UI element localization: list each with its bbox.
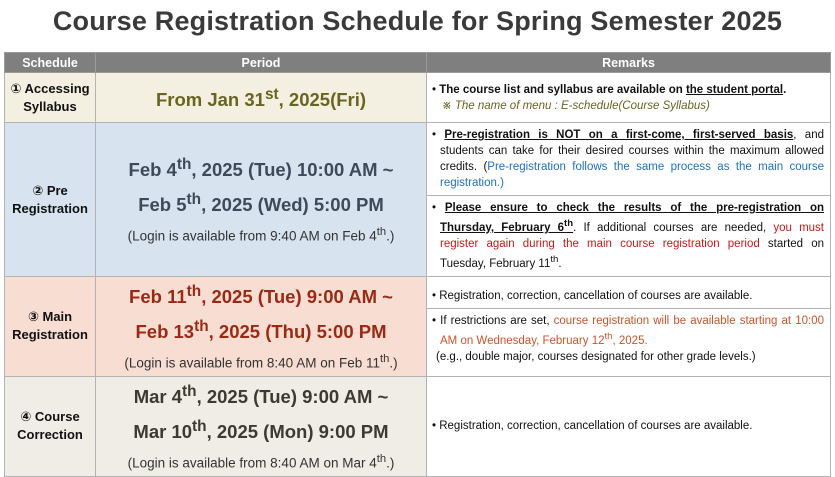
student-portal-link[interactable]: the student portal [685, 83, 784, 96]
remarks-cell [427, 123, 831, 277]
table-row-syllabus [5, 73, 831, 123]
remarks-cell [427, 277, 831, 377]
header-period: Period [96, 53, 427, 73]
period-end: Feb 13th, 2025 (Thu) 5:00 PM [135, 318, 387, 343]
schedule-cell: ① Accessing Syllabus [5, 73, 96, 123]
period-line: From Jan 31st, 2025(Fri) [155, 85, 367, 111]
remark-bullet: • Please ensure to check the results of the pre-registration on Thursday, February 6th. If additional courses are needed, you must register again during the main course registration period started on Tuesday, February 11th. [432, 202, 824, 270]
divider [427, 195, 830, 196]
menu-note: ※ The name of menu : E-schedule(Course Syllabus) [442, 99, 710, 112]
period-start: Feb 4th, 2025 (Tue) 10:00 AM ~ [128, 156, 394, 181]
divider [427, 308, 830, 309]
header-schedule: Schedule [5, 53, 96, 73]
remark-bullet: • The course list and syllabus are available on the student portal. [432, 83, 787, 96]
remarks-cell [427, 376, 831, 476]
period-end: Feb 5th, 2025 (Wed) 5:00 PM [138, 191, 384, 216]
schedule-cell: ③ Main Registration [5, 277, 96, 377]
table-row-course-correction [5, 376, 831, 476]
schedule-cell: ② Pre Registration [5, 123, 96, 277]
remark-bullet: • Registration, correction, cancellation of courses are available. [432, 420, 753, 433]
remark-bullet: • If restrictions are set, course registration will be available starting at 10:00 AM on Wednesday, February 12th, 2025. [432, 314, 824, 347]
period-cell [96, 123, 427, 277]
schedule-table [4, 52, 831, 477]
login-note: (Login is available from 8:40 AM on Mar 4th.) [127, 453, 395, 471]
table-header-row [5, 53, 831, 73]
schedule-cell: ④ Course Correction [5, 376, 96, 476]
period-start: Feb 11th, 2025 (Tue) 9:00 AM ~ [129, 283, 393, 308]
login-note: (Login is available from 9:40 AM on Feb 4th.) [127, 226, 395, 244]
period-end: Mar 10th, 2025 (Mon) 9:00 PM [133, 417, 389, 443]
table-row-main-registration [5, 277, 831, 377]
period-cell [96, 277, 427, 377]
page-title: Course Registration Schedule for Spring Semester 2025 [52, 6, 783, 36]
table-row-pre-registration [5, 123, 831, 277]
remark-bullet: • Registration, correction, cancellation of courses are available. [432, 289, 753, 302]
period-start: Mar 4th, 2025 (Tue) 9:00 AM ~ [133, 382, 389, 407]
period-cell [96, 376, 427, 476]
header-remarks: Remarks [427, 53, 831, 73]
remark-bullet: • Pre-registration is NOT on a first-come, first-served basis, and students can take for their desired courses within the maximum allowed credits. (Pre-registration follows the same process as the main course registration.) [432, 129, 825, 190]
login-note: (Login is available from 8:40 AM on Feb 11th.) [124, 353, 398, 371]
period-cell [96, 73, 427, 123]
remarks-cell [427, 73, 831, 123]
example-note: (e.g., double major, courses designated for other grade levels.) [436, 350, 756, 363]
